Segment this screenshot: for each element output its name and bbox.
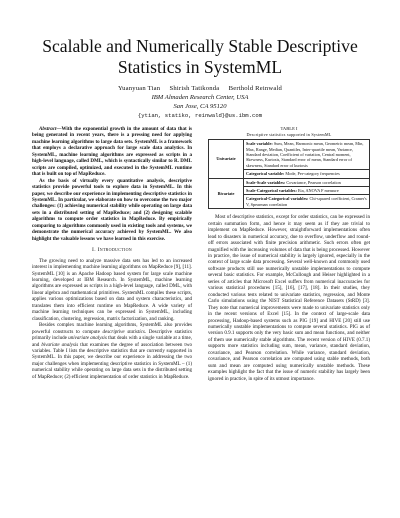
abstract-lead: Abstract <box>39 126 57 132</box>
intro-term: descriptive statistics <box>102 328 145 335</box>
statistics-table <box>208 139 370 209</box>
table-row <box>209 178 370 186</box>
table-cell-value: Covariance, Pearson correlation <box>285 179 341 185</box>
section-heading-introduction: I. Introduction <box>92 247 132 254</box>
table-row-category: Bivariate <box>209 178 244 209</box>
paper-title <box>0 36 400 78</box>
table-caption: Descriptive statistics supported in SystemML <box>246 131 332 137</box>
table-1 <box>208 126 370 209</box>
intro-text: that deals with a single variable at a time, and <box>32 335 192 348</box>
left-column <box>32 126 192 380</box>
table-cell <box>244 178 370 186</box>
intro-text: that examines the degree of association between two variables. Table I lists the descriptive statistics that are currently supported in SystemML. In this paper, we describe our experience in addressing the two major challenges when implementing descriptive statistics in SystemML – (1) numerical stability while operating on large data sets in the distributed setting of MapReduce; (2) efficient implementation of order statistics in MapReduce. <box>32 341 192 380</box>
table-cell-key: Scale variable: <box>246 141 273 147</box>
abstract-paragraph-2: As the basis of virtually every quantitative analysis, descriptive statistics provide powerful tools to explore data in SystemML. In this paper, we describe our experience in implementing descriptive statistics in SystemML. In particular, we elaborate on how to overcome the two major challenges: (1) achieving numerical stability while operating on large data sets in a distributed setting of MapReduce; and (2) designing scalable algorithms to compute order statistics in MapReduce. By empirically comparing to algorithms commonly used in existing tools and systems, we demonstrate the numerical accuracy achieved by SystemML. We also highlight the valuable lessons we have learned in this exercise. <box>32 177 192 242</box>
table-cell-key: Categorical-Categorical variables: <box>246 196 309 202</box>
intro-term: bivariate analysis <box>41 341 79 348</box>
table-label: TABLE I <box>280 126 298 131</box>
affiliation-line-1: IBM Almaden Research Center, USA <box>151 94 249 101</box>
table-row-category: Univariate <box>209 140 244 178</box>
intro-paragraph-2 <box>32 322 192 380</box>
intro-text: Besides complex machine learning algorithms, SystemML also provides powerful constructs to compute <box>32 322 192 335</box>
intro-term: univariate analysis <box>68 335 107 342</box>
abstract-paragraph-1 <box>32 126 192 178</box>
author-names: Yuanyuan Tian Shirish Tatikonda Berthold Reinwald <box>117 85 283 92</box>
affiliation-line-2: San Jose, CA 95120 <box>173 103 227 110</box>
title-line-2: Statistics in SystemML <box>117 57 283 77</box>
table-cell-value: Sum, Mean, Harmonic mean, Geometric mean, Min, Max, Range, Median, Quantiles, Inter-quartile mean, Variance, Standard deviation, Coefficient of variation, Central moment, Skewness, Kurtosis, Standard error of mean, Standard error of skewness, Standard error of kurtosis <box>246 141 364 168</box>
author-email: {ytian, statiko, reinwald}@us.ibm.com <box>137 112 263 119</box>
author-block <box>0 84 400 120</box>
abstract-text-1: —With the exponential growth in the amount of data that is being generated in recent years, there is a pressing need for applying machine learning algorithms to large data sets. SystemML is a framework that employs a declarative approach for large scale data analytics. In SystemML, machine learning algorithms are expressed as scripts in a high-level language, called DML, which is syntactically similar to R. DML scripts are compiled, optimized, and executed in the SystemML runtime that is built on top of MapReduce. <box>32 126 192 178</box>
table-cell <box>244 187 370 195</box>
table-cell <box>244 195 370 209</box>
right-column <box>208 126 370 382</box>
table-cell-key: Categorical variable: <box>246 171 285 177</box>
table-cell <box>244 140 370 170</box>
table-cell-value: Eta, ANOVA F measure <box>296 188 339 194</box>
title-line-1: Scalable and Numerically Stable Descriptive <box>42 36 358 56</box>
table-cell-key: Scale-Scale variables: <box>246 179 286 185</box>
intro-paragraph-1: The growing need to analyze massive data sets has led to an increased interest in implementing machine learning algorithms on MapReduce [9], [11]. SystemML [10] is an Apache Hadoop based system for large scale machine learning, developed at IBM Research. In SystemML, machine learning algorithms are expressed as scripts in a high-level language, called DML, with linear algebra and mathematical primitives. SystemML compiles these scripts, applies various optimizations based on data and system characteristics, and translates them into efficient runtime on MapReduce. A wide variety of machine learning techniques can be expressed in SystemML, including classification, clustering, regression, matrix factorization, and ranking. <box>32 257 192 322</box>
table-row <box>209 140 370 170</box>
intro-text: . Descriptive statistics primarily include <box>32 328 192 342</box>
table-cell-key: Scale-Categorical variables: <box>246 188 297 194</box>
table-cell <box>244 170 370 178</box>
table-cell-value: Mode, Per-category frequencies <box>284 171 340 177</box>
table-cell-value: Chi-squared coefficient, Cramer's V, Spearman correlation <box>246 196 367 207</box>
right-paragraph-1: Most of descriptive statistics, except for order statistics, can be expressed in certain summation form, and hence it may seem as if they are trivial to implement on MapReduce. However, straightforward implementations often lead to disasters in numerical accuracy, due to overflow, underflow and round-off errors associated with finite precision arithmetic. Such errors often get magnified with the increasing volumes of data that is being processed. However in practice, the issue of numerical stability is largely ignored, especially in the context of large scale data processing. Several well-known and commonly used software products still use numerically unstable implementations to compute several basic statistics. For example, McCullough and Heiser highlighted in a series of articles that Microsoft Excel suffers from numerical inaccuracies for various statistical procedures [15], [16], [17], [18]. In their studies, they conducted various tests related to univariate statistics, regression, and Monte Carlo simulations using the NIST Statistical Reference Datasets (StRD) [3]. They note that numerical improvements were made to univariate statistics only in the recent versions of Excel [15]. In the context of large-scale data processing, Hadoop-based systems such as PIG [19] and HIVE [20] still use numerically unstable implementations to compute several statistics. PIG as of version 0.9.1 supports only the very basic sum and mean functions, and neither of them use numerically stable algorithms. The recent version of HIVE (0.7.1) supports more statistics including sum, mean, variance, standard deviation, covariance, and Pearson correlation. While variance, standard deviation, covariance, and Pearson correlation are computed using stable methods, both sum and mean are computed using numerically unstable methods. These examples highlight the fact that the issue of numeric stability has largely been ignored in practice, in spite of its utmost importance. <box>208 214 370 382</box>
